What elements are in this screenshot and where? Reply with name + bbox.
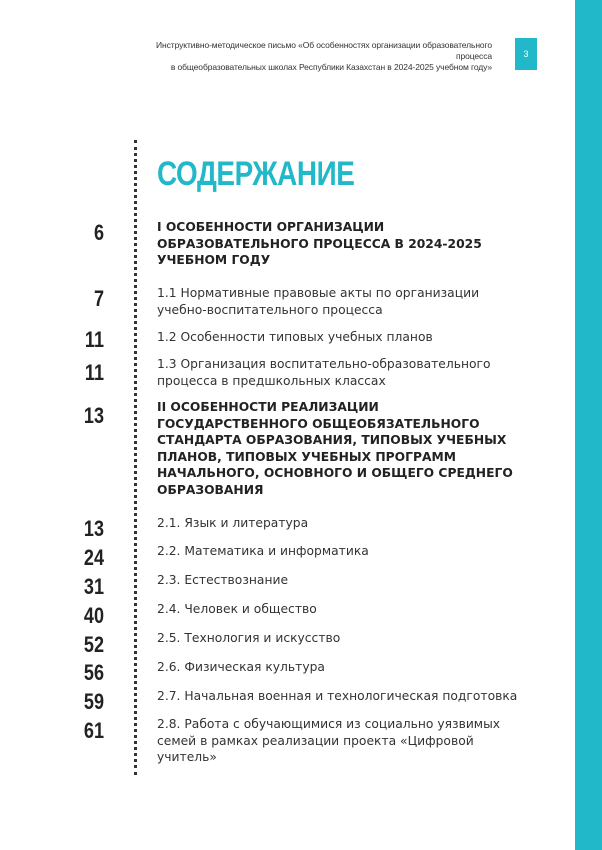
toc-page-number[interactable]: 61	[83, 718, 104, 743]
running-header	[132, 40, 492, 73]
toc-page-number[interactable]: 31	[83, 574, 104, 599]
toc-page-number[interactable]: 7	[93, 286, 104, 311]
toc-page-number[interactable]: 52	[83, 632, 104, 657]
toc-page-number[interactable]: 6	[93, 220, 104, 245]
header-line-1: Инструктивно-методическое письмо «Об особенностях организации образовательного процесса	[156, 40, 492, 61]
toc-page-number[interactable]: 13	[83, 516, 104, 541]
toc-page-number[interactable]: 40	[83, 603, 104, 628]
toc-entry[interactable]: 1.2 Особенности типовых учебных планов	[157, 330, 433, 344]
toc-entry[interactable]: 2.4. Человек и общество	[157, 602, 317, 616]
toc-entry-section-1[interactable]: I ОСОБЕННОСТИ ОРГАНИЗАЦИИ ОБРАЗОВАТЕЛЬНОГО ПРОЦЕССА В 2024-2025 УЧЕБНОМ ГОДУ	[157, 220, 482, 267]
page-number-badge: 3	[515, 38, 537, 70]
toc-page-number[interactable]: 24	[83, 545, 104, 570]
toc-page-number[interactable]: 11	[84, 360, 104, 385]
toc-page-number[interactable]: 11	[84, 327, 104, 352]
toc-entry[interactable]: 2.6. Физическая культура	[157, 660, 325, 674]
dotted-divider	[134, 140, 137, 775]
toc-entry[interactable]: 1.3 Организация воспитательно-образовательного процесса в предшкольных классах	[157, 357, 491, 388]
toc-entry-section-2[interactable]: II ОСОБЕННОСТИ РЕАЛИЗАЦИИ ГОСУДАРСТВЕННОГО ОБЩЕОБЯЗАТЕЛЬНОГО СТАНДАРТА ОБРАЗОВАНИЯ, ТИПОВЫХ УЧЕБНЫХ ПЛАНОВ, ТИПОВЫХ УЧЕБНЫХ ПРОГРАММ НАЧАЛЬНОГО, ОСНОВНОГО И ОБЩЕГО СРЕДНЕГО ОБРАЗОВАНИЯ	[157, 400, 513, 497]
toc-entry[interactable]: 2.7. Начальная военная и технологическая подготовка	[157, 689, 518, 703]
header-line-2: в общеобразовательных школах Республики Казахстан в 2024-2025 учебном году»	[170, 62, 492, 72]
toc-page-number[interactable]: 13	[83, 403, 104, 428]
page-title: СОДЕРЖАНИЕ	[157, 155, 355, 193]
toc-page-number[interactable]: 59	[83, 689, 104, 714]
toc-page-number[interactable]: 56	[83, 660, 104, 685]
toc-entry[interactable]: 2.3. Естествознание	[157, 573, 289, 587]
toc-entry[interactable]: 2.8. Работа с обучающимися из социально уязвимых семей в рамках реализации проекта «Цифровой учитель»	[157, 717, 501, 764]
toc-entry[interactable]: 2.2. Математика и информатика	[157, 544, 369, 558]
toc-entry[interactable]: 2.1. Язык и литература	[157, 516, 309, 530]
toc-entry[interactable]: 2.5. Технология и искусство	[157, 631, 341, 645]
toc-entry[interactable]: 1.1 Нормативные правовые акты по организации учебно-воспитательного процесса	[157, 286, 480, 317]
side-accent-bar	[575, 0, 602, 850]
